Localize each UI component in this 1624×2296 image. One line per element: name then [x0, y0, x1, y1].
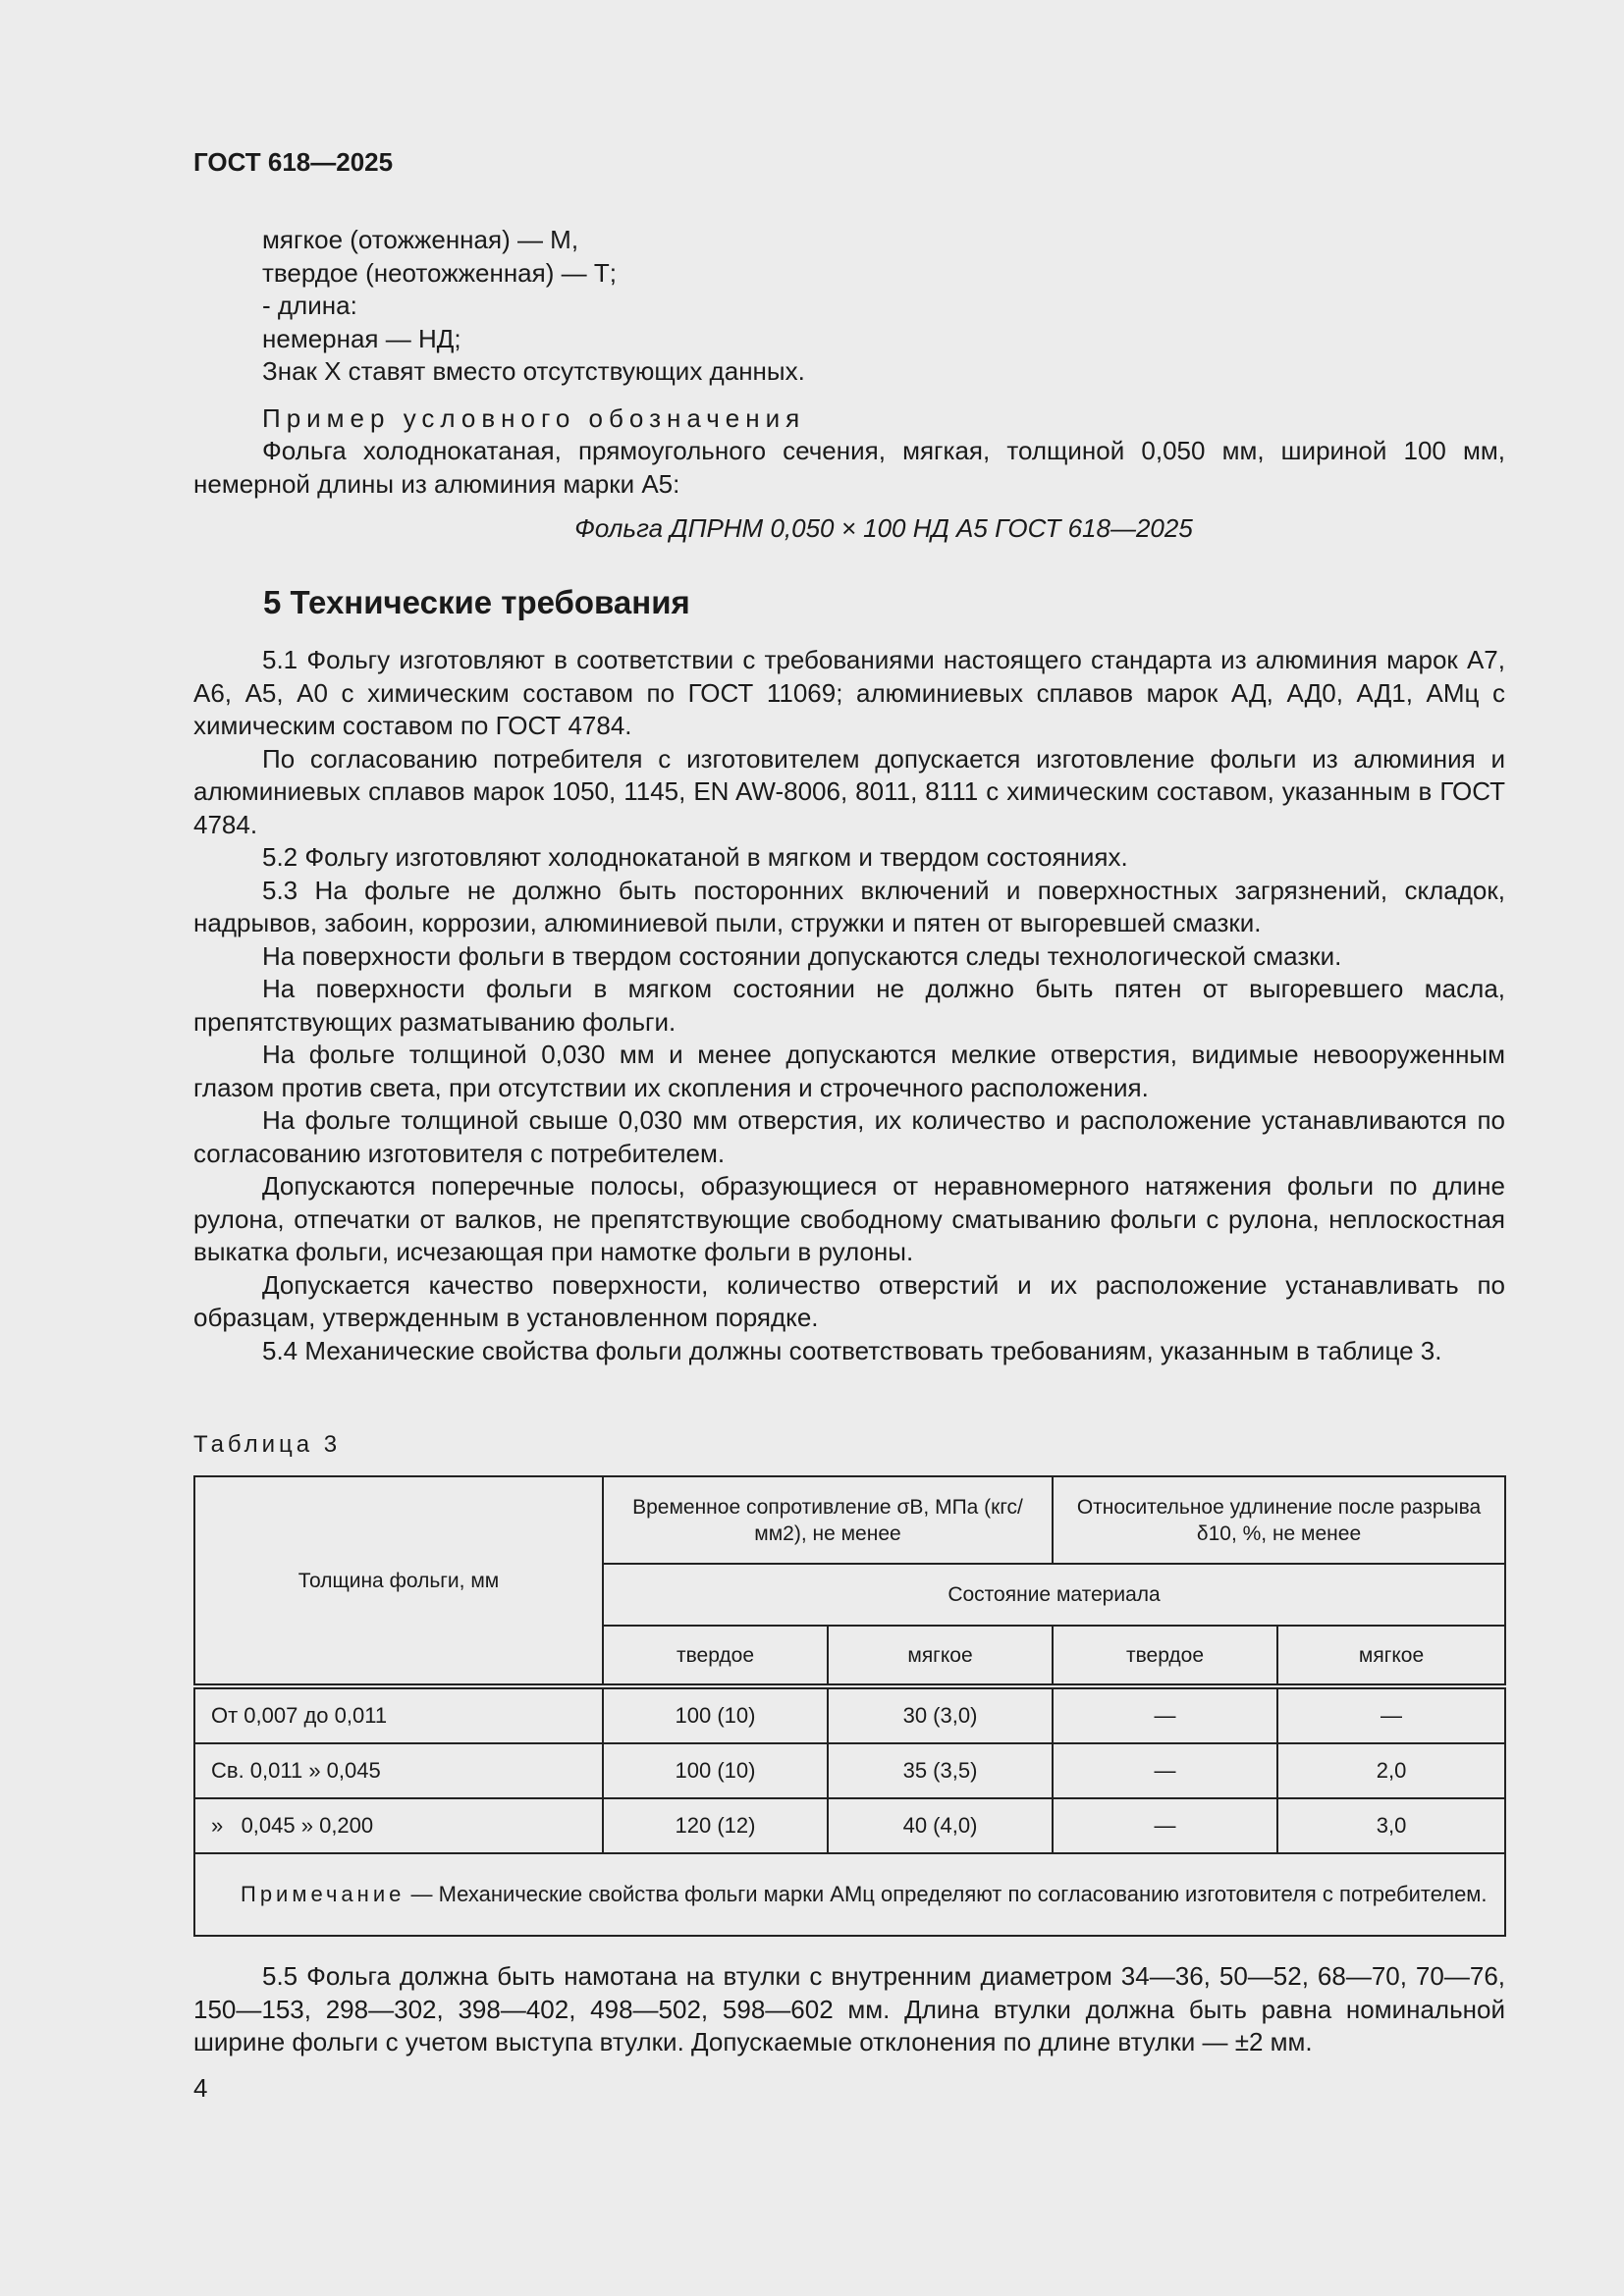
note-label: Примечание [241, 1882, 406, 1906]
paragraph-5-3: 5.3 На фольге не должно быть посторонних включений и поверхностных загрязнений, складок, надрывов, забоин, коррозии, алюминиевой пыли, стружки и пятен от выгоревшей смазки. [193, 875, 1505, 937]
table-cell: 2,0 [1277, 1743, 1505, 1798]
example-heading: Пример условного обозначения [262, 402, 806, 433]
header-state-soft: мягкое [828, 1626, 1053, 1686]
table-cell: Св. 0,011 » 0,045 [194, 1743, 603, 1798]
header-state-soft: мягкое [1277, 1626, 1505, 1686]
paragraph: На поверхности фольги в мягком состоянии не должно быть пятен от выгоревшего масла, препятствующих разматыванию фольги. [193, 974, 1505, 1037]
table-cell: — [1053, 1743, 1277, 1798]
paragraph: На фольге толщиной 0,030 мм и менее допускаются мелкие отверстия, видимые невооруженным глазом против света, при отсутствии их скопления и строчечного расположения. [193, 1040, 1505, 1102]
paragraph: Допускаются поперечные полосы, образующиеся от неравномерного натяжения фольги по длине рулона, отпечатки от валков, не препятствующие свободному сматыванию фольги с рулона, неплоскостная выкатка фольги, исчезающая при намотке фольги в рулоны. [193, 1171, 1505, 1266]
header-strength: Временное сопротивление σB, МПа (кгс/мм2), не менее [603, 1476, 1053, 1564]
table-note-row [194, 1853, 1505, 1936]
table-cell: — [1277, 1686, 1505, 1743]
table-row [194, 1686, 1505, 1743]
table-cell: » 0,045 » 0,200 [194, 1798, 603, 1853]
page-header: ГОСТ 618—2025 [193, 147, 394, 177]
table-cell: 35 (3,5) [828, 1743, 1053, 1798]
example-formula: Фольга ДПРНМ 0,050 × 100 НД А5 ГОСТ 618—2025 [574, 513, 1193, 543]
table-note [194, 1853, 1505, 1936]
table-cell: 40 (4,0) [828, 1798, 1053, 1853]
paragraph: По согласованию потребителя с изготовителем допускается изготовление фольги из алюминия и алюминиевых сплавов марок 1050, 1145, EN AW-8006, 8011, 8111 с химическим составом, указанным в ГОСТ 4784. [193, 743, 1505, 839]
table-cell: — [1053, 1798, 1277, 1853]
table-cell: 30 (3,0) [828, 1686, 1053, 1743]
section-body [193, 644, 1505, 1367]
table-cell: — [1053, 1686, 1277, 1743]
intro-line: Знак X ставят вместо отсутствующих данных. [262, 356, 805, 386]
table-row [194, 1798, 1505, 1853]
table-cell: 3,0 [1277, 1798, 1505, 1853]
table-caption: Таблица 3 [193, 1431, 342, 1458]
intro-line: немерная — НД; [262, 323, 461, 353]
header-state-hard: твердое [1053, 1626, 1277, 1686]
header-material-state: Состояние материала [603, 1564, 1505, 1626]
table-cell: 100 (10) [603, 1743, 828, 1798]
intro-line: твердое (неотожженная) — Т; [262, 257, 617, 288]
paragraph: На фольге толщиной свыше 0,030 мм отверстия, их количество и расположение устанавливаются по согласованию изготовителя с потребителем. [193, 1105, 1505, 1168]
note-text: — Механические свойства фольги марки АМц определяют по согласованию изготовителя с потребителем. [405, 1882, 1488, 1906]
paragraph: Допускается качество поверхности, количество отверстий и их расположение устанавливать по образцам, утвержденным в установленном порядке. [193, 1269, 1505, 1332]
mechanical-properties-table [193, 1475, 1506, 1937]
section-title: 5 Технические требования [263, 584, 690, 620]
table-cell: 100 (10) [603, 1686, 828, 1743]
intro-line: - длина: [262, 291, 357, 320]
page-number: 4 [193, 2073, 208, 2103]
header-elongation: Относительное удлинение после разрыва δ10, %, не менее [1053, 1476, 1505, 1564]
paragraph-5-1: 5.1 Фольгу изготовляют в соответствии с требованиями настоящего стандарта из алюминия марок А7, А6, А5, А0 с химическим составом по ГОСТ 11069; алюминиевых сплавов марок АД, АД0, АД1, АМц с химическим составом по ГОСТ 4784. [193, 645, 1505, 740]
table-cell: От 0,007 до 0,011 [194, 1686, 603, 1743]
paragraph-5-5: 5.5 Фольга должна быть намотана на втулки с внутренним диаметром 34—36, 50—52, 68—70, 70—76, 150—153, 298—302, 398—402, 498—502, 598—602 мм. Длина втулки должна быть равна номинальной ширине фольги с учетом выступа втулки. Допускаемые отклонения по длине втулки — ±2 мм. [193, 1961, 1505, 2056]
example-text: Фольга холоднокатаная, прямоугольного сечения, мягкая, толщиной 0,050 мм, шириной 100 мм, немерной длины из алюминия марки А5: [193, 436, 1505, 499]
header-state-hard: твердое [603, 1626, 828, 1686]
table-row [194, 1743, 1505, 1798]
table-cell: 120 (12) [603, 1798, 828, 1853]
paragraph-5-2: 5.2 Фольгу изготовляют холоднокатаной в мягком и твердом состояниях. [262, 842, 1128, 872]
intro-block [193, 224, 1505, 546]
header-thickness: Толщина фольги, мм [194, 1476, 603, 1686]
paragraph: На поверхности фольги в твердом состоянии допускаются следы технологической смазки. [262, 940, 1342, 971]
after-table-block [193, 1960, 1505, 2059]
intro-line: мягкое (отожженная) — М, [262, 225, 579, 254]
paragraph-5-4: 5.4 Механические свойства фольги должны соответствовать требованиям, указанным в таблице 3. [262, 1335, 1442, 1365]
